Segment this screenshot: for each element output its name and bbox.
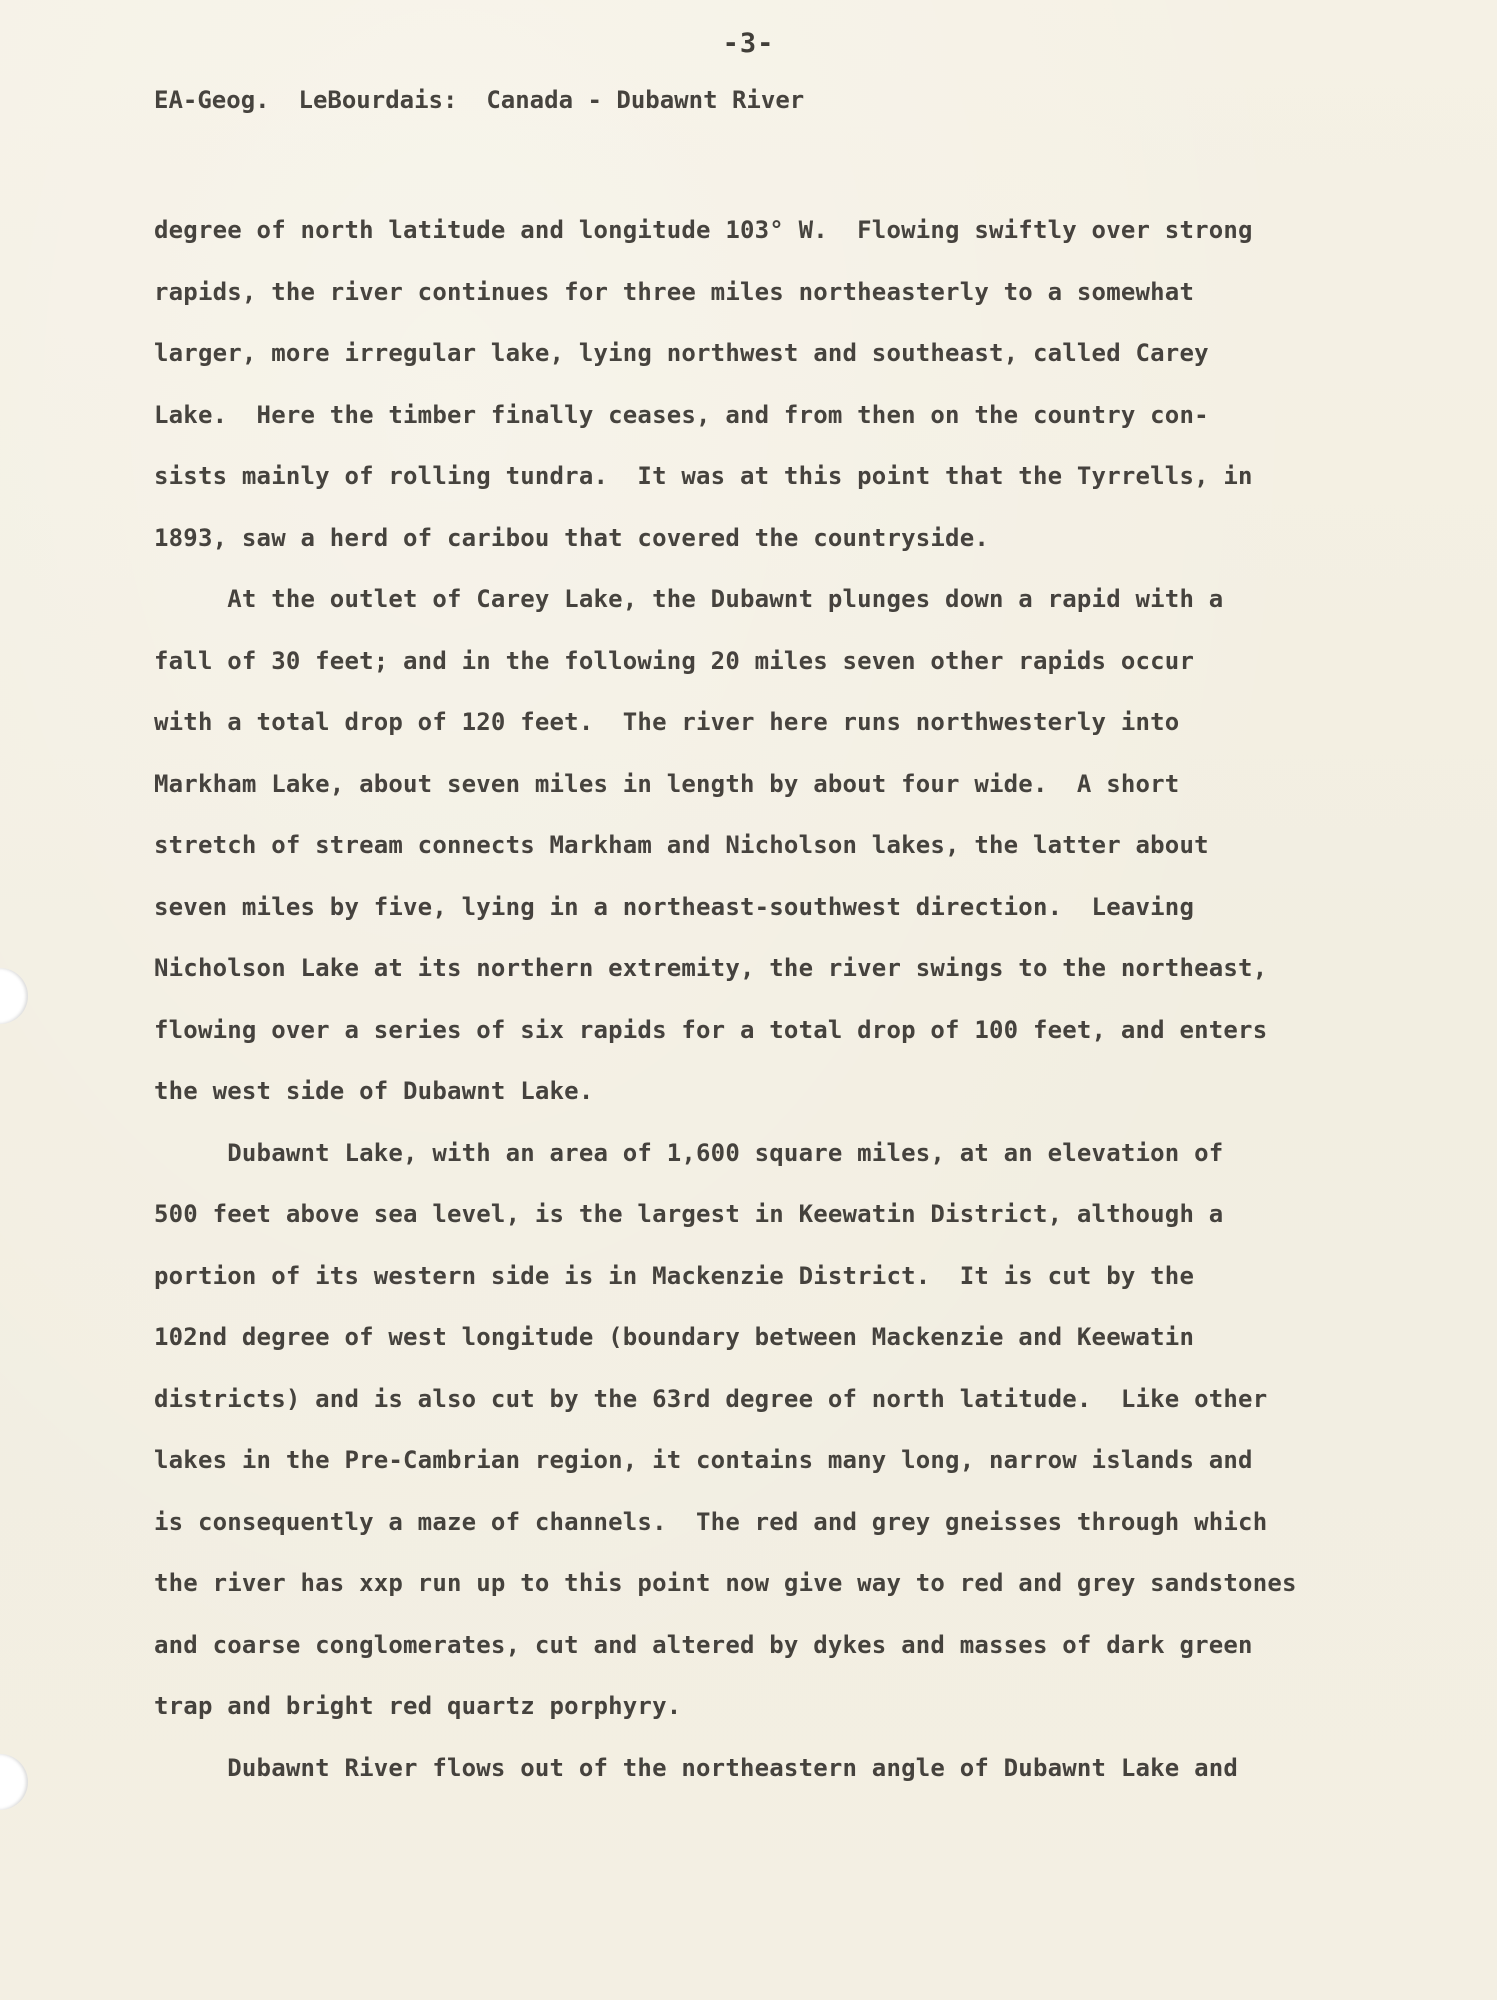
text-line: flowing over a series of six rapids for a total drop of 100 feet, and enters: [154, 1015, 1268, 1044]
text-line: 1893, saw a herd of caribou that covered the countryside.: [154, 523, 990, 552]
text-line: Dubawnt Lake, with an area of 1,600 square miles, at an elevation of: [154, 1138, 1224, 1167]
text-line: and coarse conglomerates, cut and altered by dykes and masses of dark green: [154, 1630, 1253, 1659]
text-line: the west side of Dubawnt Lake.: [154, 1077, 594, 1105]
text-line: portion of its western side is in Mackenzie District. It is cut by the: [154, 1261, 1195, 1290]
text-line: degree of north latitude and longitude 103° W. Flowing swiftly over strong: [154, 216, 1253, 244]
text-line: with a total drop of 120 feet. The river here runs northwesterly into: [154, 708, 1180, 736]
text-line: lakes in the Pre-Cambrian region, it contains many long, narrow islands and: [154, 1446, 1253, 1474]
document-header: EA-Geog. LeBourdais: Canada - Dubawnt River: [154, 86, 805, 114]
text-line: sists mainly of rolling tundra. It was at this point that the Tyrrells, in: [154, 462, 1253, 490]
text-line: rapids, the river continues for three miles northeasterly to a somewhat: [154, 277, 1195, 306]
text-line: 102nd degree of west longitude (boundary between Mackenzie and Keewatin: [154, 1323, 1195, 1351]
text-line: 500 feet above sea level, is the largest in Keewatin District, although a: [154, 1200, 1224, 1228]
text-line: At the outlet of Carey Lake, the Dubawnt plunges down a rapid with a: [154, 585, 1224, 613]
text-line: stretch of stream connects Markham and Nicholson lakes, the latter about: [154, 831, 1209, 859]
text-line: Markham Lake, about seven miles in length by about four wide. A short: [154, 769, 1180, 798]
text-line: Dubawnt River flows out of the northeastern angle of Dubawnt Lake and: [154, 1753, 1239, 1782]
text-line: districts) and is also cut by the 63rd degree of north latitude. Like other: [154, 1384, 1268, 1413]
punch-hole: [0, 1754, 28, 1810]
text-line: is consequently a maze of channels. The red and grey gneisses through which: [154, 1507, 1268, 1536]
text-line: larger, more irregular lake, lying northwest and southeast, called Carey: [154, 339, 1209, 367]
text-line: Lake. Here the timber finally ceases, and from then on the country con-: [154, 400, 1209, 429]
punch-hole: [0, 968, 28, 1024]
body-text: [154, 200, 1354, 1799]
text-line: fall of 30 feet; and in the following 20 miles seven other rapids occur: [154, 646, 1195, 675]
text-line: Nicholson Lake at its northern extremity, the river swings to the northeast,: [154, 954, 1268, 982]
text-line: seven miles by five, lying in a northeast-southwest direction. Leaving: [154, 892, 1195, 921]
text-line: the river has xxp run up to this point now give way to red and grey sandstones: [154, 1569, 1297, 1597]
page-number: -3-: [722, 28, 775, 59]
text-line: trap and bright red quartz porphyry.: [154, 1692, 682, 1720]
